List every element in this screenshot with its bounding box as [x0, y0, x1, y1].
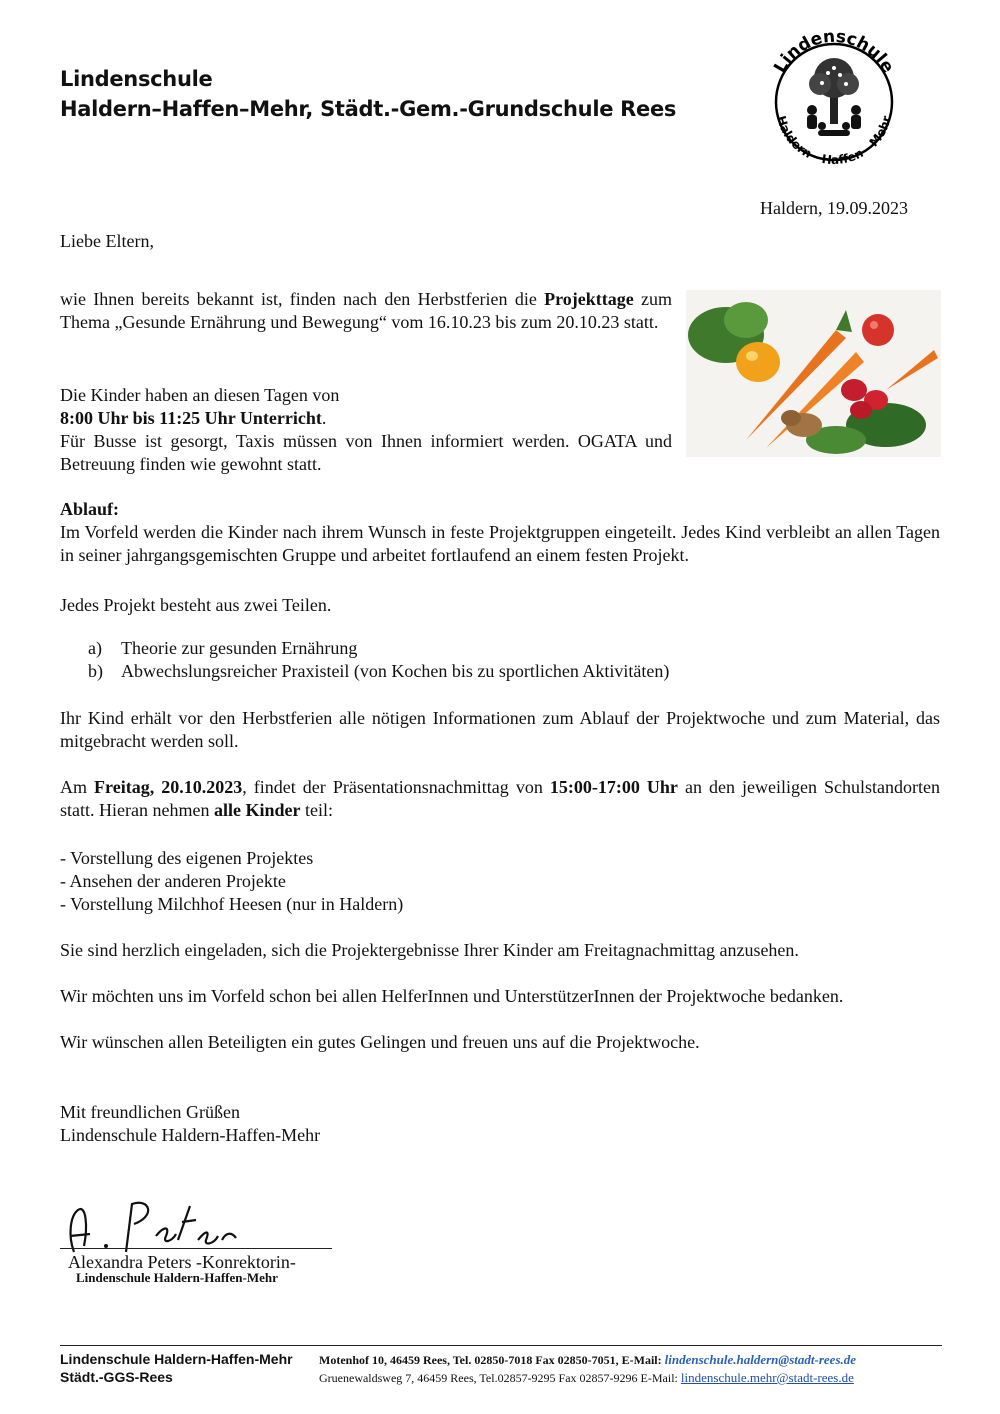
list-item: a) Theorie zur gesunden Ernährung: [88, 638, 358, 658]
footer-school-name: Lindenschule Haldern-Haffen-Mehr: [60, 1351, 293, 1367]
invite-paragraph: Sie sind herzlich eingeladen, sich die Projektergebnisse Ihrer Kinder am Freitagnachmittag anzusehen.: [60, 940, 799, 960]
email-link-mehr[interactable]: lindenschule.mehr@stadt-rees.de: [680, 1370, 854, 1385]
list-item: - Vorstellung des eigenen Projektes: [60, 848, 314, 868]
footer-address-haldern: Motenhof 10, 46459 Rees, Tel. 02850-7018 Fax 02850-7051, E-Mail: lindenschule.haldern@stadt-rees.de: [319, 1352, 857, 1367]
ablauf-text: Im Vorfeld werden die Kinder nach ihrem Wunsch in feste Projektgruppen eingeteilt. Jedes Kind verbleibt an allen Tagen in seiner jahrgangsgemischten Gruppe und arbeitet fortlaufend an einem festen Projekt.: [60, 522, 940, 565]
closing: Mit freundlichen Grüßen Lindenschule Haldern-Haffen-Mehr: [60, 1102, 321, 1145]
school-subtitle: Haldern–Haffen–Mehr, Städt.-Gem.-Grundschule Rees: [60, 97, 677, 121]
list-item: - Vorstellung Milchhof Heesen (nur in Haldern): [60, 894, 404, 914]
signer-name: Alexandra Peters -Konrektorin-: [68, 1252, 296, 1272]
letter-date: Haldern, 19.09.2023: [760, 198, 908, 218]
info-paragraph: Ihr Kind erhält vor den Herbstferien alle nötigen Informationen zum Ablauf der Projektwoche und zum Material, das mitgebracht werden soll.: [60, 708, 940, 751]
salutation: Liebe Eltern,: [60, 231, 154, 251]
school-header: [60, 64, 676, 124]
signer-school: Lindenschule Haldern-Haffen-Mehr: [76, 1270, 278, 1285]
intro-paragraph: wie Ihnen bereits bekannt ist, finden nach den Herbstferien die Projekttage zum Thema „Gesunde Ernährung und Bewegung“ vom 16.10.23 bis zum 20.10.23 statt.: [60, 289, 673, 332]
list-item: - Ansehen der anderen Projekte: [60, 871, 286, 891]
svg-text:Lindenschule: Lindenschule: [770, 28, 898, 77]
thanks-paragraph: Wir möchten uns im Vorfeld schon bei allen HelferInnen und UnterstützerInnen der Projektwoche bedanken.: [60, 986, 844, 1006]
parts-list: [88, 637, 669, 683]
school-name: Lindenschule: [60, 67, 213, 91]
signature-line: [60, 1248, 332, 1249]
handwritten-signature: [60, 1196, 330, 1256]
list-item: b) Abwechslungsreicher Praxisteil (von Kochen bis zu sportlichen Aktivitäten): [88, 661, 670, 681]
presentation-paragraph: Am Freitag, 20.10.2023, findet der Präsentationsnachmittag von 15:00-17:00 Uhr an den jeweiligen Schulstandorten statt. Hieran nehmen alle Kinder teil:: [60, 777, 941, 820]
svg-text:Haldern - Haffen - Mehr: Haldern - Haffen - Mehr: [773, 114, 894, 168]
school-hours-paragraph: Die Kinder haben an diesen Tagen von 8:00 Uhr bis 11:25 Uhr Unterricht. Für Busse ist gesorgt, Taxis müssen von Ihnen informiert werden. OGATA und Betreuung finden wie gewohnt statt.: [60, 385, 672, 474]
ablauf-heading: Ablauf:: [60, 499, 120, 519]
vegetables-image: [686, 290, 941, 457]
presentation-list: [60, 847, 403, 916]
wishes-paragraph: Wir wünschen allen Beteiligten ein gutes Gelingen und freuen uns auf die Projektwoche.: [60, 1032, 700, 1052]
email-link-haldern[interactable]: lindenschule.haldern@stadt-rees.de: [664, 1352, 857, 1367]
parts-intro: Jedes Projekt besteht aus zwei Teilen.: [60, 595, 332, 615]
footer-divider: [60, 1345, 942, 1346]
footer-school-type: Städt.-GGS-Rees: [60, 1369, 173, 1385]
footer-address-mehr: Gruenewaldsweg 7, 46459 Rees, Tel.02857-9295 Fax 02857-9296 E-Mail: lindenschule.mehr@stadt-rees.de: [319, 1370, 854, 1385]
school-logo: [760, 28, 908, 176]
